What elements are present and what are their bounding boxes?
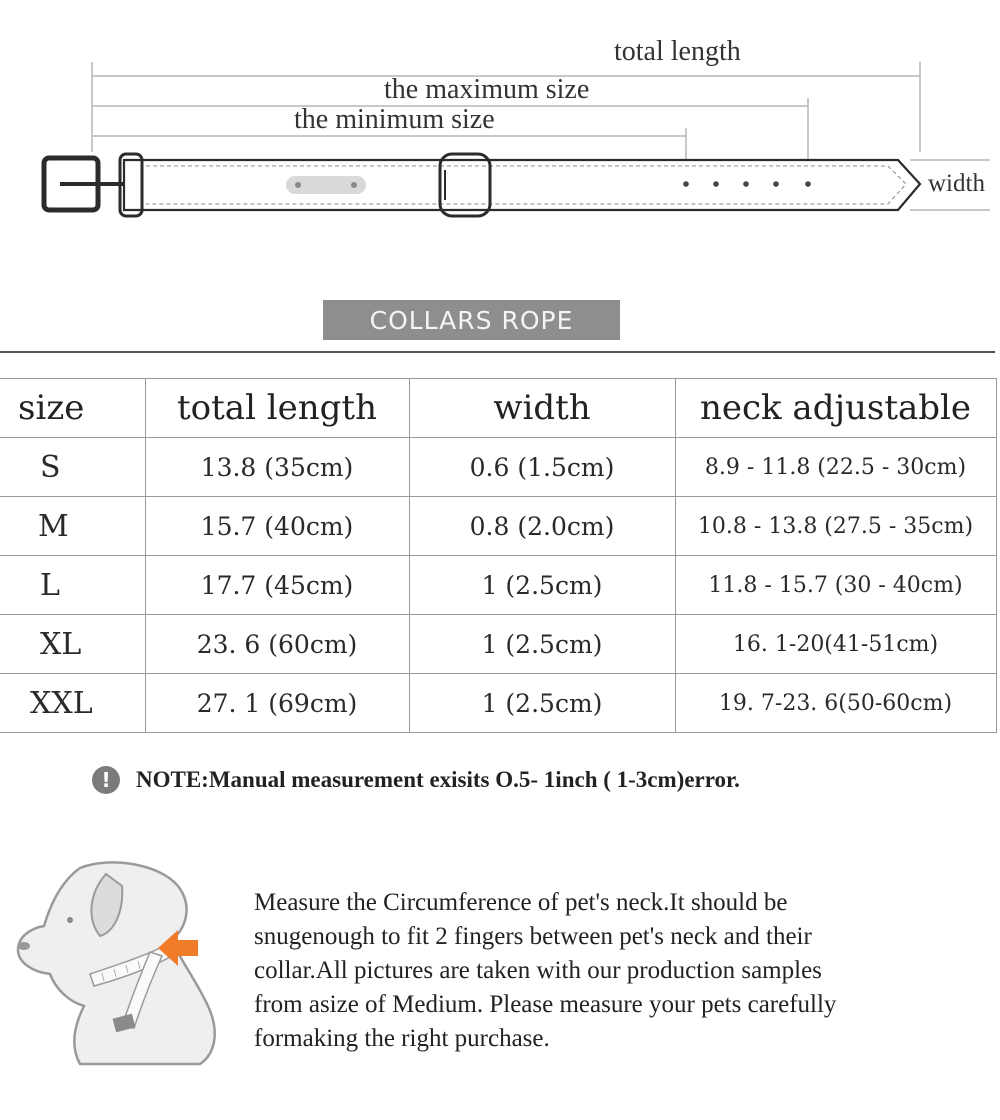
cell-size: L [0, 556, 145, 615]
note-text: NOTE:Manual measurement exisits O.5- 1inch ( 1-3cm)error. [136, 767, 740, 792]
cell-neck: 10.8 - 13.8 (27.5 - 35cm) [675, 497, 996, 556]
cell-size: XXL [0, 674, 145, 733]
cell-size: XL [0, 615, 145, 674]
cell-width: 1 (2.5cm) [409, 674, 675, 733]
cell-width: 0.8 (2.0cm) [409, 497, 675, 556]
maximum-size-label: the maximum size [384, 74, 590, 105]
size-table [0, 378, 997, 733]
instruction-line: collar.All pictures are taken with our production samples [254, 957, 822, 984]
cell-total-length: 15.7 (40cm) [145, 497, 409, 556]
minimum-size-label: the minimum size [294, 104, 495, 135]
header-size: size [0, 379, 145, 438]
header-width: width [409, 379, 675, 438]
cell-total-length: 23. 6 (60cm) [145, 615, 409, 674]
instruction-line: Measure the Circumference of pet's neck.It should be [254, 889, 788, 916]
table-header-row [0, 379, 996, 438]
cell-total-length: 17.7 (45cm) [145, 556, 409, 615]
total-length-label: total length [614, 36, 741, 67]
cell-width: 1 (2.5cm) [409, 556, 675, 615]
instruction-line: formaking the right purchase. [254, 1025, 550, 1052]
section-divider [0, 351, 995, 353]
cell-neck: 19. 7-23. 6(50-60cm) [675, 674, 996, 733]
table-row [0, 674, 996, 733]
cell-neck: 16. 1-20(41-51cm) [675, 615, 996, 674]
width-label: width [928, 170, 985, 197]
measurement-note [92, 762, 740, 798]
cell-neck: 11.8 - 15.7 (30 - 40cm) [675, 556, 996, 615]
header-neck-adjustable: neck adjustable [675, 379, 996, 438]
table-row [0, 615, 996, 674]
cell-neck: 8.9 - 11.8 (22.5 - 30cm) [675, 438, 996, 497]
exclamation-icon: ! [92, 766, 120, 794]
instruction-line: snugenough to fit 2 fingers between pet's neck and their [254, 923, 812, 950]
collars-rope-banner: COLLARS ROPE [323, 300, 620, 340]
table-row [0, 556, 996, 615]
collar-diagram [0, 0, 1000, 240]
dog-measuring-illustration [10, 856, 240, 1066]
cell-size: S [0, 438, 145, 497]
measure-instructions [254, 886, 974, 1056]
table-row [0, 438, 996, 497]
table-row [0, 497, 996, 556]
cell-width: 1 (2.5cm) [409, 615, 675, 674]
cell-size: M [0, 497, 145, 556]
instruction-line: from asize of Medium. Please measure your pets carefully [254, 991, 837, 1018]
cell-total-length: 27. 1 (69cm) [145, 674, 409, 733]
cell-total-length: 13.8 (35cm) [145, 438, 409, 497]
cell-width: 0.6 (1.5cm) [409, 438, 675, 497]
header-total-length: total length [145, 379, 409, 438]
